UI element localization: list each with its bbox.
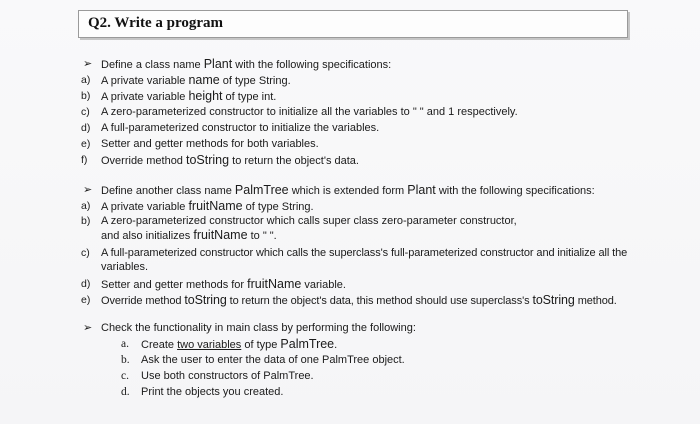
- list-marker: d): [81, 278, 91, 290]
- list-item: Setter and getter methods for fruitName variable.: [101, 277, 346, 291]
- list-marker: c.: [121, 370, 129, 382]
- list-marker: c): [81, 247, 90, 259]
- list-marker: e): [81, 294, 91, 306]
- list-item: A private variable height of type int.: [101, 89, 277, 103]
- section1-intro: Define a class name Plant with the following specifications:: [101, 57, 392, 71]
- section2-intro: Define another class name PalmTree which is extended form Plant with the following specifications:: [101, 183, 595, 197]
- arrow-bullet-icon: ➢: [83, 58, 93, 70]
- list-item-continuation: and also initializes fruitName to " ".: [101, 228, 277, 242]
- list-item: A zero-parameterized constructor which calls super class zero-parameter constructor,: [101, 215, 517, 227]
- class-name-plant: Plant: [407, 183, 436, 197]
- list-marker: a): [81, 74, 91, 86]
- list-marker: f): [81, 154, 88, 166]
- list-marker: b.: [121, 354, 130, 366]
- arrow-bullet-icon: ➢: [83, 322, 93, 334]
- list-item: A private variable fruitName of type String.: [101, 199, 314, 213]
- list-marker: b): [81, 215, 91, 227]
- list-item: A zero-parameterized constructor to initialize all the variables to " " and 1 respectively.: [101, 106, 518, 118]
- list-item: Setter and getter methods for both variables.: [101, 138, 319, 150]
- list-item: A private variable name of type String.: [101, 73, 291, 87]
- question-heading-box: [78, 10, 628, 38]
- underlined-text: two variables: [177, 339, 242, 351]
- list-item: A full-parameterized constructor which calls the superclass's full-parameterized constructor and initialize all the: [101, 247, 628, 259]
- list-marker: b): [81, 90, 91, 102]
- list-item: Ask the user to enter the data of one PalmTree object.: [141, 354, 405, 366]
- list-marker: e): [81, 138, 91, 150]
- list-item: A full-parameterized constructor to initialize the variables.: [101, 122, 380, 134]
- list-item: Override method toString to return the object's data, this method should use superclass's toString method.: [101, 293, 617, 307]
- list-item: Create two variables of type PalmTree.: [141, 337, 338, 351]
- list-item: Override method toString to return the object's data.: [101, 153, 359, 167]
- list-marker: a): [81, 200, 91, 212]
- class-name-plant: Plant: [203, 57, 233, 71]
- list-marker: d): [81, 122, 91, 134]
- list-item-continuation: variables.: [101, 261, 149, 273]
- section3-intro: Check the functionality in main class by performing the following:: [101, 322, 416, 334]
- list-marker: d.: [121, 386, 130, 398]
- list-item: Print the objects you created.: [141, 386, 284, 398]
- question-heading: Q2. Write a program: [88, 15, 223, 31]
- list-marker: a.: [121, 338, 129, 350]
- list-item: Use both constructors of PalmTree.: [141, 370, 314, 382]
- class-name-palmtree: PalmTree: [234, 183, 289, 197]
- arrow-bullet-icon: ➢: [83, 184, 93, 196]
- list-marker: c): [81, 106, 90, 118]
